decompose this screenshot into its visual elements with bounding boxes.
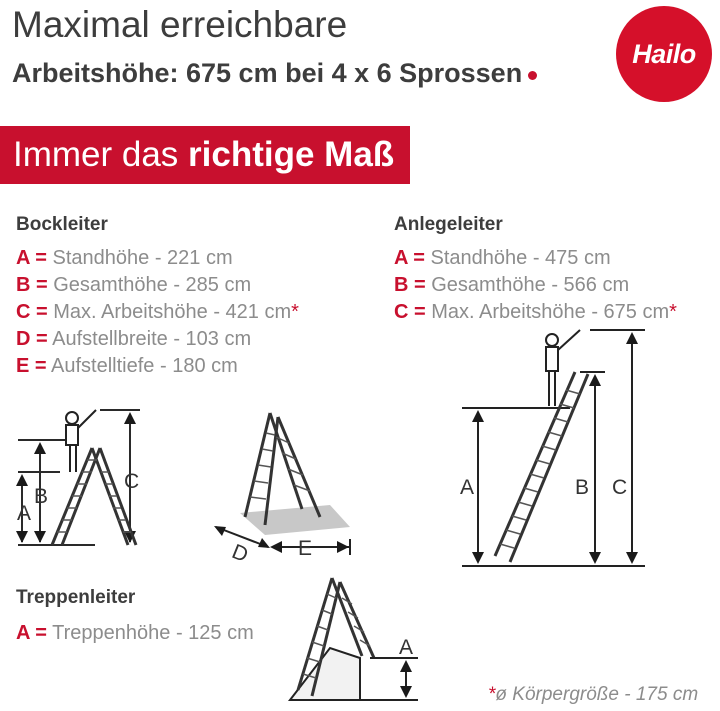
banner-text-bold: richtige Maß	[188, 135, 395, 174]
spec-row	[394, 272, 677, 299]
spec-key: A =	[16, 247, 47, 269]
spec-key: C =	[16, 301, 48, 323]
red-dot	[528, 71, 537, 80]
treppenleiter-specs	[16, 620, 254, 647]
spec-text: Aufstellbreite - 103 cm	[52, 328, 252, 350]
spec-row	[394, 245, 677, 272]
anlege-person-figure	[546, 330, 580, 406]
label-a: A	[460, 476, 475, 499]
spec-text: Aufstelltiefe - 180 cm	[51, 355, 238, 377]
floor-shadow	[240, 505, 350, 535]
headline-line-1: Maximal erreichbare	[12, 4, 348, 45]
spec-key: B =	[394, 274, 426, 296]
spec-text: Gesamthöhe - 566 cm	[431, 274, 630, 296]
spec-text: Gesamthöhe - 285 cm	[53, 274, 252, 296]
hailo-logo	[616, 6, 712, 102]
bockleiter-diagram	[0, 400, 160, 560]
footnote-star: *	[488, 684, 496, 705]
spec-text: Standhöhe - 221 cm	[52, 247, 233, 269]
label-e: E	[298, 537, 313, 560]
label-b: B	[575, 476, 590, 499]
spec-key: D =	[16, 328, 48, 350]
bockleiter-heading: Bockleiter	[16, 214, 108, 235]
banner	[0, 126, 410, 184]
anlegeleiter-specs	[394, 245, 677, 326]
footnote	[488, 684, 698, 706]
person-figure	[66, 410, 96, 472]
bockleiter-specs	[16, 245, 299, 380]
spec-star: *	[291, 301, 299, 323]
spec-text: Treppenhöhe - 125 cm	[52, 622, 254, 644]
label-d: D	[228, 540, 252, 568]
label-b: B	[34, 485, 49, 508]
spec-key: E =	[16, 355, 47, 377]
treppenleiter-diagram	[270, 570, 430, 710]
anlegeleiter-diagram	[440, 322, 650, 572]
spec-row	[16, 353, 299, 380]
spec-text: Max. Arbeitshöhe - 675 cm	[431, 301, 670, 323]
footnote-text: ø Körpergröße - 175 cm	[495, 684, 699, 705]
treppenleiter-heading: Treppenleiter	[16, 587, 136, 608]
label-c: C	[124, 470, 140, 493]
spec-row	[16, 620, 254, 647]
bockleiter-ladder-a-frame	[52, 448, 136, 545]
spec-key: B =	[16, 274, 48, 296]
spec-text: Max. Arbeitshöhe - 421 cm	[53, 301, 292, 323]
label-a: A	[399, 636, 414, 659]
stair-step	[290, 648, 360, 700]
headline-line-2-text: Arbeitshöhe: 675 cm bei 4 x 6 Sprossen	[12, 58, 523, 88]
spec-star: *	[669, 301, 677, 323]
spec-row	[16, 245, 299, 272]
spec-key: C =	[394, 301, 426, 323]
treppe-dimension-lines	[360, 658, 418, 700]
anlege-ladder	[495, 372, 588, 562]
spec-row	[16, 272, 299, 299]
label-c: C	[612, 476, 628, 499]
spec-text: Standhöhe - 475 cm	[430, 247, 611, 269]
spec-key: A =	[394, 247, 425, 269]
anlegeleiter-heading: Anlegeleiter	[394, 214, 503, 235]
spec-row	[16, 326, 299, 353]
label-a: A	[17, 502, 32, 525]
banner-text-regular: Immer das	[13, 135, 189, 174]
spec-key: A =	[16, 622, 47, 644]
headline-line-2	[12, 58, 537, 89]
bockleiter-setup-diagram	[210, 405, 360, 568]
spec-row	[16, 299, 299, 326]
logo-text: Hailo	[632, 38, 696, 69]
